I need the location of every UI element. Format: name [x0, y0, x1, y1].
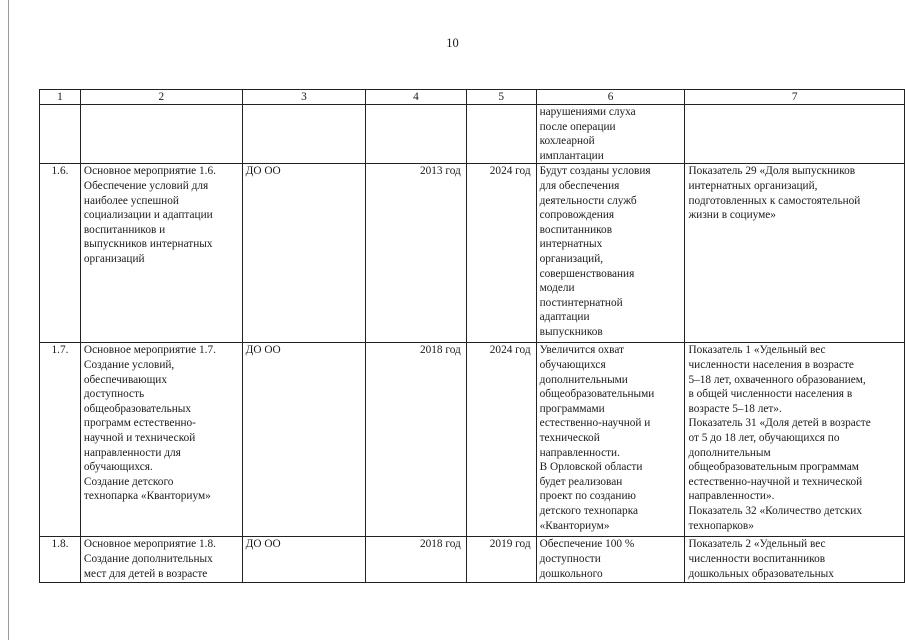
end-year-cell: 2024 год [466, 343, 536, 537]
start-year-cell: 2018 год [366, 537, 467, 583]
executor-cell: ДО ОО [242, 537, 366, 583]
result-cell: Обеспечение 100 % доступности дошкольного [536, 537, 685, 583]
program-table [39, 89, 905, 583]
indicator-cell: Показатель 1 «Удельный вес численности населения в возрасте 5–18 лет, охваченного образованием, в общей численности населения в возрасте 5–18 лет». Показатель 31 «Доля детей в возрасте от 5 до 18 лет, обучающихся по дополнительным общеобразовательным программам естественно-научной и технической направленности». Показатель 32 «Количество детских технопарков» [685, 343, 905, 537]
table-row [40, 537, 905, 583]
start-year-cell: 2013 год [366, 164, 467, 343]
end-year-cell: 2019 год [466, 537, 536, 583]
start-year-cell: 2018 год [366, 343, 467, 537]
table-row [40, 164, 905, 343]
result-cell: Увеличится охват обучающихся дополнительными общеобразовательными программами естественно-научной и технической направленности. В Орловской области будет реализован проект по созданию детского технопарка «Кванториум» [536, 343, 685, 537]
row-number-cell: 1.8. [40, 537, 81, 583]
activity-cell [80, 105, 242, 164]
indicator-cell [685, 105, 905, 164]
page-number: 10 [446, 36, 459, 50]
header-cell: 7 [685, 90, 905, 105]
executor-cell: ДО ОО [242, 343, 366, 537]
end-year-cell: 2024 год [466, 164, 536, 343]
header-cell: 3 [242, 90, 366, 105]
page-left-edge [8, 0, 9, 640]
header-cell: 4 [366, 90, 467, 105]
table-row [40, 105, 905, 164]
activity-cell: Основное мероприятие 1.7. Создание условий, обеспечивающих доступность общеобразовательных программ естественно- научной и технической направленности для обучающихся. Создание детского технопарка «Кванториум» [80, 343, 242, 537]
result-cell: Будут созданы условия для обеспечения деятельности служб сопровождения воспитанников интернатных организаций, совершенствования модели постинтернатной адаптации выпускников [536, 164, 685, 343]
row-number-cell [40, 105, 81, 164]
activity-cell: Основное мероприятие 1.8. Создание дополнительных мест для детей в возрасте [80, 537, 242, 583]
activity-cell: Основное мероприятие 1.6. Обеспечение условий для наиболее успешной социализации и адаптации воспитанников и выпускников интернатных организаций [80, 164, 242, 343]
table-row [40, 343, 905, 537]
table-header-row [40, 90, 905, 105]
end-year-cell [466, 105, 536, 164]
executor-cell [242, 105, 366, 164]
start-year-cell [366, 105, 467, 164]
header-cell: 6 [536, 90, 685, 105]
header-cell: 2 [80, 90, 242, 105]
row-number-cell: 1.7. [40, 343, 81, 537]
indicator-cell: Показатель 2 «Удельный вес численности воспитанников дошкольных образовательных [685, 537, 905, 583]
executor-cell: ДО ОО [242, 164, 366, 343]
result-cell: нарушениями слуха после операции кохлеарной имплантации [536, 105, 685, 164]
header-cell: 5 [466, 90, 536, 105]
row-number-cell: 1.6. [40, 164, 81, 343]
header-cell: 1 [40, 90, 81, 105]
indicator-cell: Показатель 29 «Доля выпускников интернатных организаций, подготовленных к самостоятельной жизни в социуме» [685, 164, 905, 343]
